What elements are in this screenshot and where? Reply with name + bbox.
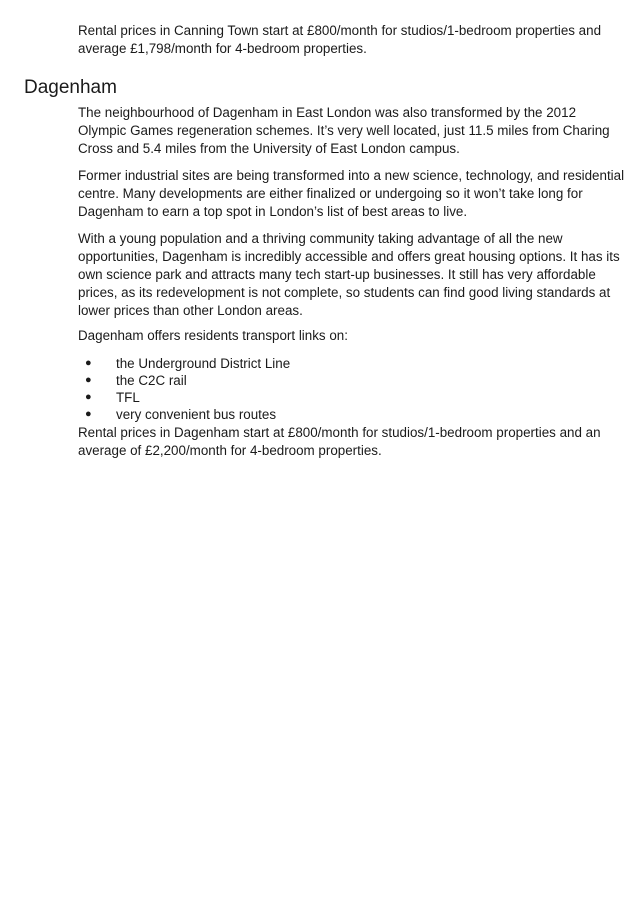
- list-item: [78, 372, 290, 389]
- bullet-icon: ●: [85, 374, 92, 386]
- bullet-icon: ●: [85, 408, 92, 420]
- dagenham-rent-paragraph: Rental prices in Dagenham start at £800/month for studios/1-bedroom properties and an average of £2,200/month for 4-bedroom properties.: [78, 425, 601, 458]
- list-item: [78, 389, 290, 406]
- canning-town-rent-paragraph: Rental prices in Canning Town start at £800/month for studios/1-bedroom properties and average £1,798/month for 4-bedroom properties.: [78, 23, 602, 56]
- list-item-text: TFL: [116, 390, 140, 405]
- transport-links-list: [78, 355, 290, 423]
- list-item: [78, 406, 290, 423]
- list-item-text: the Underground District Line: [116, 356, 291, 371]
- bullet-icon: ●: [85, 391, 92, 403]
- list-item-text: very convenient bus routes: [116, 407, 277, 422]
- section-heading-dagenham: Dagenham: [24, 77, 117, 98]
- dagenham-paragraph-transport-intro: Dagenham offers residents transport links on:: [78, 328, 348, 343]
- list-item: [78, 355, 290, 372]
- dagenham-paragraph-location: The neighbourhood of Dagenham in East London was also transformed by the 2012 Olympic Games regeneration schemes. It’s very well located, just 11.5 miles from Charing Cross and 5.4 miles from the University of East London campus.: [78, 105, 610, 156]
- list-item-text: the C2C rail: [116, 373, 187, 388]
- dagenham-paragraph-development: Former industrial sites are being transformed into a new science, technology, and residential centre. Many developments are either finalized or undergoing so it won’t take long for Dagenham to earn a top spot in London’s list of best areas to live.: [78, 168, 625, 219]
- bullet-icon: ●: [85, 357, 92, 369]
- dagenham-paragraph-community: With a young population and a thriving community taking advantage of all the new opportunities, Dagenham is incredibly accessible and offers great housing options. It has its own science park and attracts many tech start-up businesses. It still has very affordable prices, as its redevelopment is not complete, so students can find good living standards at lower prices than other London areas.: [78, 231, 620, 318]
